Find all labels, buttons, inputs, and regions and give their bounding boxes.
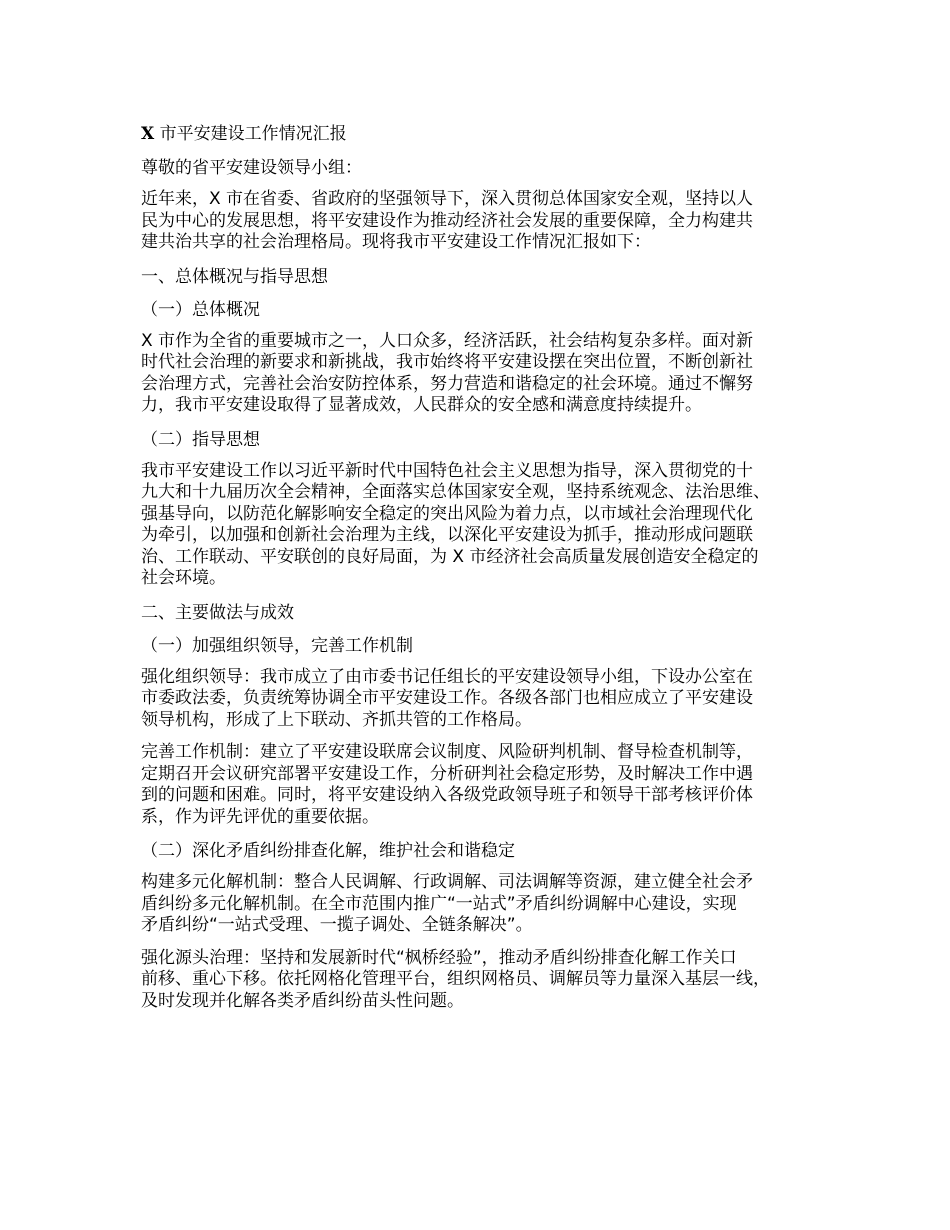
section-heading [141,601,831,625]
section-heading [141,265,831,289]
section-heading [141,839,831,863]
document-page [141,122,831,1023]
section-heading [141,156,831,180]
document-title [141,122,831,146]
text-line: 强化组织领导：我市成立了由市委书记任组长的平安建设领导小组，下设办公室在 [141,666,753,687]
text-line: 领导机构，形成了上下联动、齐抓共管的工作格局。 [141,709,532,730]
text-line: 为牵引，以加强和创新社会治理为主线，以深化平安建设为抓手，推动形成问题联 [141,525,753,545]
text-line: 及时发现并化解各类矛盾纠纷苗头性问题。 [141,990,464,1011]
section-heading [141,298,831,322]
text-line: 尊敬的省平安建设领导小组： [141,158,362,178]
text-line: 强基导向，以防范化解影响安全稳定的突出风险为着力点，以市域社会治理现代化 [141,503,753,524]
text-line: 系，作为评先评优的重要依据。 [141,806,379,827]
text-line: 市委政法委，负责统筹协调全市平安建设工作。各级各部门也相应成立了平安建设 [141,688,753,708]
paragraph [141,948,831,1013]
text-line: （二）指导思想 [141,429,260,450]
title-prefix: X [141,124,155,144]
paragraph [141,331,831,417]
section-heading [141,428,831,452]
paragraph [141,667,831,732]
text-line: 前移、重心下移。依托网格化管理平台，组织网格员、调解员等力量深入基层一线， [141,969,770,989]
text-line: 定期召开会议研究部署平安建设工作，分析研判社会稳定形势，及时解决工作中遇 [141,763,753,784]
text-line: 治、工作联动、平安联创的良好局面，为 X 市经济社会高质量发展创造安全稳定的 [141,546,759,567]
text-line: 民为中心的发展思想，将平安建设作为推动经济社会发展的重要保障，全力构建共 [141,210,753,231]
text-line: （二）深化矛盾纠纷排查化解，维护社会和谐稳定 [141,841,515,861]
paragraph [141,742,831,828]
text-line: 二、主要做法与成效 [141,602,294,623]
paragraph [141,461,831,590]
title-text: 市平安建设工作情况汇报 [154,124,347,144]
text-line: X 市作为全省的重要城市之一，人口众多，经济活跃，社会结构复杂多样。面对新 [141,330,754,351]
section-heading [141,634,831,658]
text-line: 会治理方式，完善社会治安防控体系，努力营造和谐稳定的社会环境。通过不懈努 [141,373,753,394]
text-line: 到的问题和困难。同时，将平安建设纳入各级党政领导班子和领导干部考核评价体 [141,785,753,805]
text-line: 九大和十九届历次全会精神，全面落实总体国家安全观，坚持系统观念、法治思维、 [141,482,770,502]
document-body [141,156,831,1012]
text-line: 时代社会治理的新要求和新挑战，我市始终将平安建设摆在突出位置，不断创新社 [141,352,753,372]
text-line: 一、总体概况与指导思想 [141,266,328,287]
text-line: 矛盾纠纷“一站式受理、一揽子调处、全链条解决”。 [141,915,533,935]
text-line: 社会环境。 [141,568,226,588]
paragraph [141,872,831,937]
text-line: （一）加强组织领导，完善工作机制 [141,635,413,656]
text-line: 我市平安建设工作以习近平新时代中国特色社会主义思想为指导，深入贯彻党的十 [141,460,753,481]
text-line: 盾纠纷多元化解机制。在全市范围内推广“一站式”矛盾纠纷调解中心建设，实现 [141,893,737,914]
text-line: 力，我市平安建设取得了显著成效，人民群众的安全感和满意度持续提升。 [141,395,702,415]
text-line: 完善工作机制：建立了平安建设联席会议制度、风险研判机制、督导检查机制等， [141,742,753,762]
text-line: 构建多元化解机制：整合人民调解、行政调解、司法调解等资源，建立健全社会矛 [141,872,753,892]
text-line: 强化源头治理：坚持和发展新时代“枫桥经验”，推动矛盾纠纷排查化解工作关口 [141,947,737,968]
text-line: 近年来，X 市在省委、省政府的坚强领导下，深入贯彻总体国家安全观，坚持以人 [141,189,754,209]
text-line: 建共治共享的社会治理格局。现将我市平安建设工作情况汇报如下： [141,232,651,252]
text-line: （一）总体概况 [141,299,260,320]
paragraph [141,189,831,254]
